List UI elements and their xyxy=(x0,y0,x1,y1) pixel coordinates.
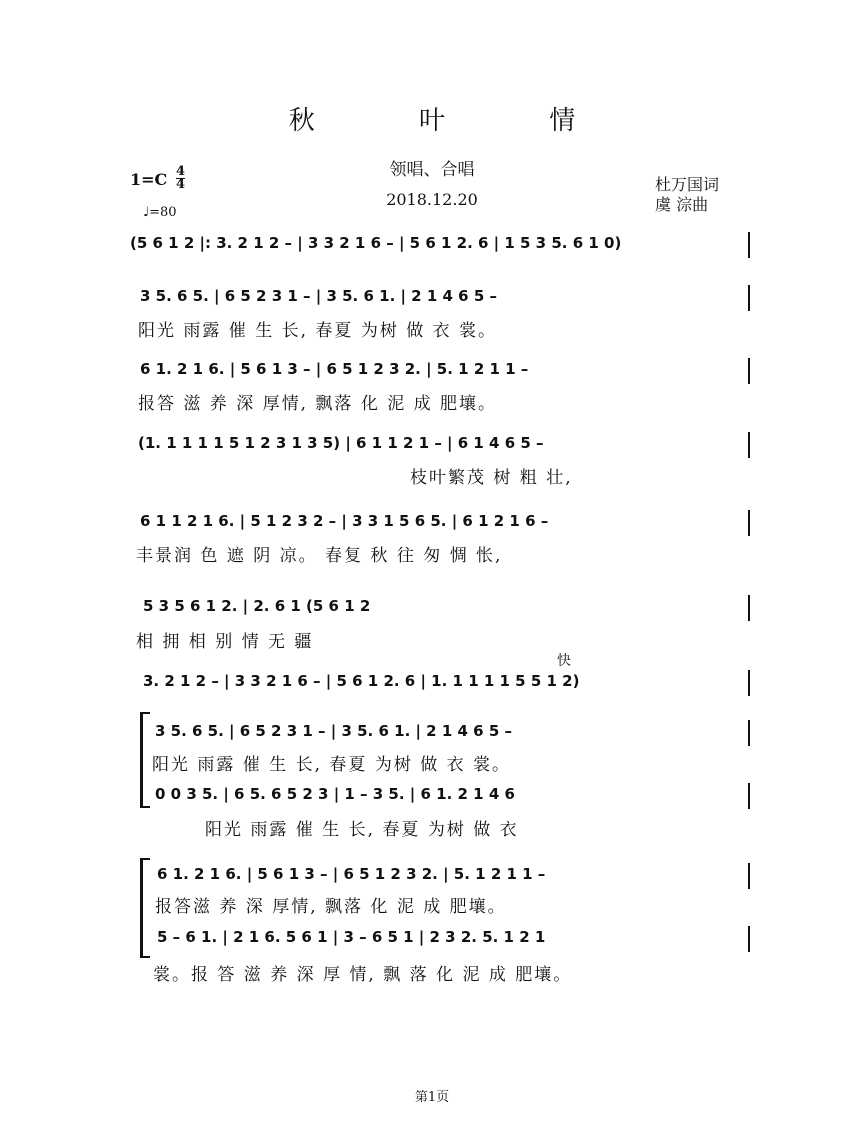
tempo-mark: ♩=80 xyxy=(143,205,177,220)
barline xyxy=(748,510,750,536)
notes-row-10: 6 1. 2 1 6. | 5 6 1 3 – | 6 5 1 2 3 2. | 5. 1 2 1 1 – xyxy=(157,865,546,883)
barline xyxy=(748,783,750,809)
notes-row-4: (1. 1 1 1 1 5 1 2 3 1 3 5) | 6 1 1 2 1 – | 6 1 4 6 5 – xyxy=(138,434,544,452)
tempo-fast-mark: 快 xyxy=(557,653,571,669)
lyrics-row-9: 阳光 雨露 催 生 长, 春夏 为树 做 衣 xyxy=(205,820,519,840)
lyrics-row-3: 报答 滋 养 深 厚情, 飘落 化 泥 成 肥壤。 xyxy=(138,394,498,414)
lyrics-row-2: 阳光 雨露 催 生 长, 春夏 为树 做 衣 裳。 xyxy=(138,321,498,341)
lyrics-row-8: 阳光 雨露 催 生 长, 春夏 为树 做 衣 裳。 xyxy=(152,755,512,775)
time-signature xyxy=(176,166,185,191)
barline xyxy=(748,432,750,458)
barline xyxy=(748,670,750,696)
lyrics-row-5: 丰景润 色 遮 阴 凉。 春复 秋 往 匆 惆 怅, xyxy=(136,546,503,566)
song-title: 秋 叶 情 xyxy=(288,106,624,136)
song-subtitle: 领唱、合唱 xyxy=(389,160,475,180)
notes-row-6: 5 3 5 6 1 2. | 2. 6 1 (5 6 1 2 xyxy=(143,597,371,615)
lyrics-row-11: 裳。报 答 滋 养 深 厚 情, 飘 落 化 泥 成 肥壤。 xyxy=(153,965,573,985)
notes-row-9: 0 0 3 5. | 6 5. 6 5 2 3 | 1 – 3 5. | 6 1. 2 1 4 6 xyxy=(155,785,515,803)
barline xyxy=(748,720,750,746)
notes-row-2: 3 5. 6 5. | 6 5 2 3 1 – | 3 5. 6 1. | 2 1 4 6 5 – xyxy=(140,287,497,305)
lyrics-row-4: 枝叶繁茂 树 粗 壮, xyxy=(410,468,573,488)
notes-row-8: 3 5. 6 5. | 6 5 2 3 1 – | 3 5. 6 1. | 2 1 4 6 5 – xyxy=(155,722,512,740)
barline xyxy=(748,595,750,621)
song-date: 2018.12.20 xyxy=(386,190,478,209)
composer: 虞 淙曲 xyxy=(655,195,709,214)
system-brace-1 xyxy=(140,712,143,808)
barline xyxy=(748,285,750,311)
notes-row-3: 6 1. 2 1 6. | 5 6 1 3 – | 6 5 1 2 3 2. | 5. 1 2 1 1 – xyxy=(140,360,529,378)
system-brace-2 xyxy=(140,858,143,958)
time-sig-numerator: 4 xyxy=(176,164,186,179)
barline xyxy=(748,358,750,384)
time-sig-denominator: 4 xyxy=(176,177,186,192)
notes-row-7: 3. 2 1 2 – | 3 3 2 1 6 – | 5 6 1 2. 6 | 1. 1 1 1 1 5 5 1 2) xyxy=(143,672,580,690)
notes-row-1: (5 6 1 2 |: 3. 2 1 2 – | 3 3 2 1 6 – | 5 6 1 2. 6 | 1 5 3 5. 6 1 0) xyxy=(130,234,622,252)
key-signature: 1=C xyxy=(130,170,168,189)
barline xyxy=(748,863,750,889)
lyrics-row-10: 报答滋 养 深 厚情, 飘落 化 泥 成 肥壤。 xyxy=(155,897,507,917)
page-number: 第1页 xyxy=(414,1090,450,1105)
lyrics-row-6: 相 拥 相 别 情 无 疆 xyxy=(136,632,314,652)
barline xyxy=(748,926,750,952)
notes-row-11: 5 – 6 1. | 2 1 6. 5 6 1 | 3 – 6 5 1 | 2 3 2. 5. 1 2 1 xyxy=(157,928,546,946)
notes-row-5: 6 1 1 2 1 6. | 5 1 2 3 2 – | 3 3 1 5 6 5. | 6 1 2 1 6 – xyxy=(140,512,549,530)
lyricist: 杜万国词 xyxy=(655,175,720,194)
barline xyxy=(748,232,750,258)
